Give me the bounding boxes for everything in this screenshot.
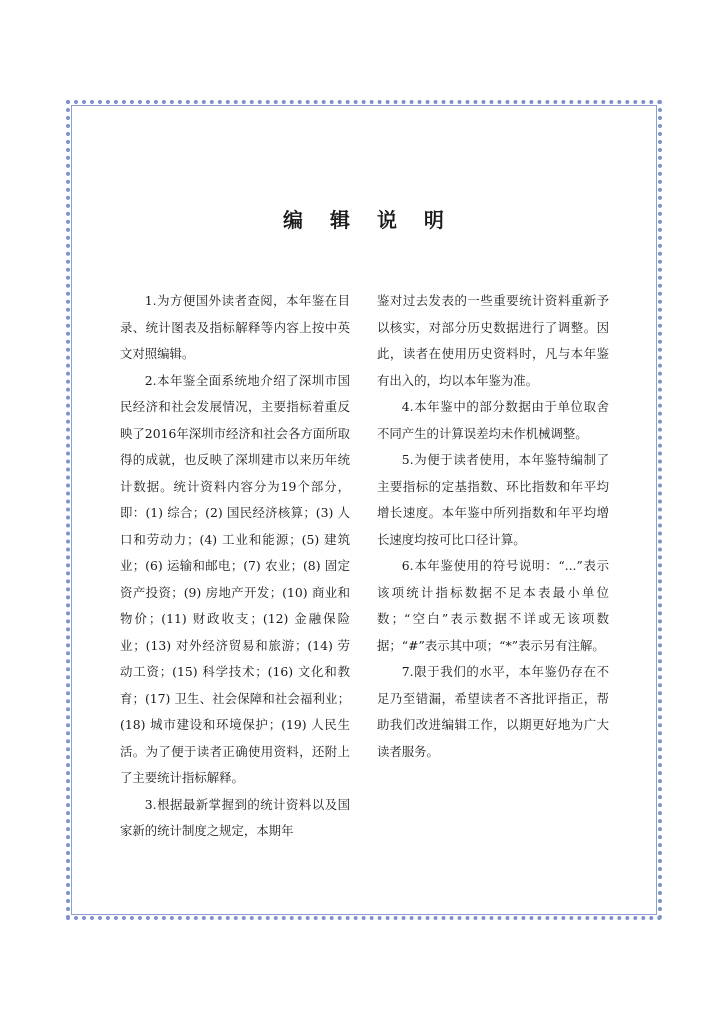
paragraph-5: 5.为便于读者使用，本年鉴特编制了主要指标的定基指数、环比指数和年平均增长速度。本年鉴中所列指数和年平均增长速度均按可比口径计算。 <box>377 452 609 547</box>
paragraph-3-continuation: 鉴对过去发表的一些重要统计资料重新予以核实，对部分历史数据进行了调整。因此，读者在使用历史资料时，凡与本年鉴有出入的，均以本年鉴为准。 <box>377 293 609 388</box>
paragraph-4: 4.本年鉴中的部分数据由于单位取舍不同产生的计算误差均未作机械调整。 <box>377 399 609 441</box>
paragraph-1: 1.为方便国外读者查阅，本年鉴在目录、统计图表及指标解释等内容上按中英文对照编辑。 <box>120 293 350 361</box>
page-title: 编 辑 说 明 <box>283 208 454 232</box>
right-column <box>377 288 609 765</box>
paragraph-2: 2.本年鉴全面系统地介绍了深圳市国民经济和社会发展情况，主要指标着重反映了2016年深圳市经济和社会各方面所取得的成就，也反映了深圳建市以来历年统计数据。统计资料内容分为19个部分，即：(1) 综合；(2) 国民经济核算；(3) 人口和劳动力；(4) 工业和能源；(5) 建筑业；(6) 运输和邮电；(7) 农业；(8) 固定资产投资；(9) 房地产开发；(10) 商业和物价；(11) 财政收支；(12) 金融保险业；(13) 对外经济贸易和旅游；(14) 劳动工资；(15) 科学技术；(16) 文化和教育；(17) 卫生、社会保障和社会福利业；(18) 城市建设和环境保护；(19) 人民生活。为了便于读者正确使用资料，还附上了主要统计指标解释。 <box>120 372 350 785</box>
paragraph-7: 7.限于我们的水平，本年鉴仍存在不足乃至错漏，希望读者不吝批评指正，帮助我们改进编辑工作，以期更好地为广大读者服务。 <box>377 664 609 759</box>
left-column <box>120 288 350 845</box>
paragraph-6: 6.本年鉴使用的符号说明：“...”表示该项统计指标数据不足本表最小单位数；“空白”表示数据不详或无该项数据；“#”表示其中项；“*”表示另有注解。 <box>377 558 609 653</box>
paragraph-3-start: 3.根据最新掌握到的统计资料以及国家新的统计制度之规定，本期年 <box>120 796 350 838</box>
